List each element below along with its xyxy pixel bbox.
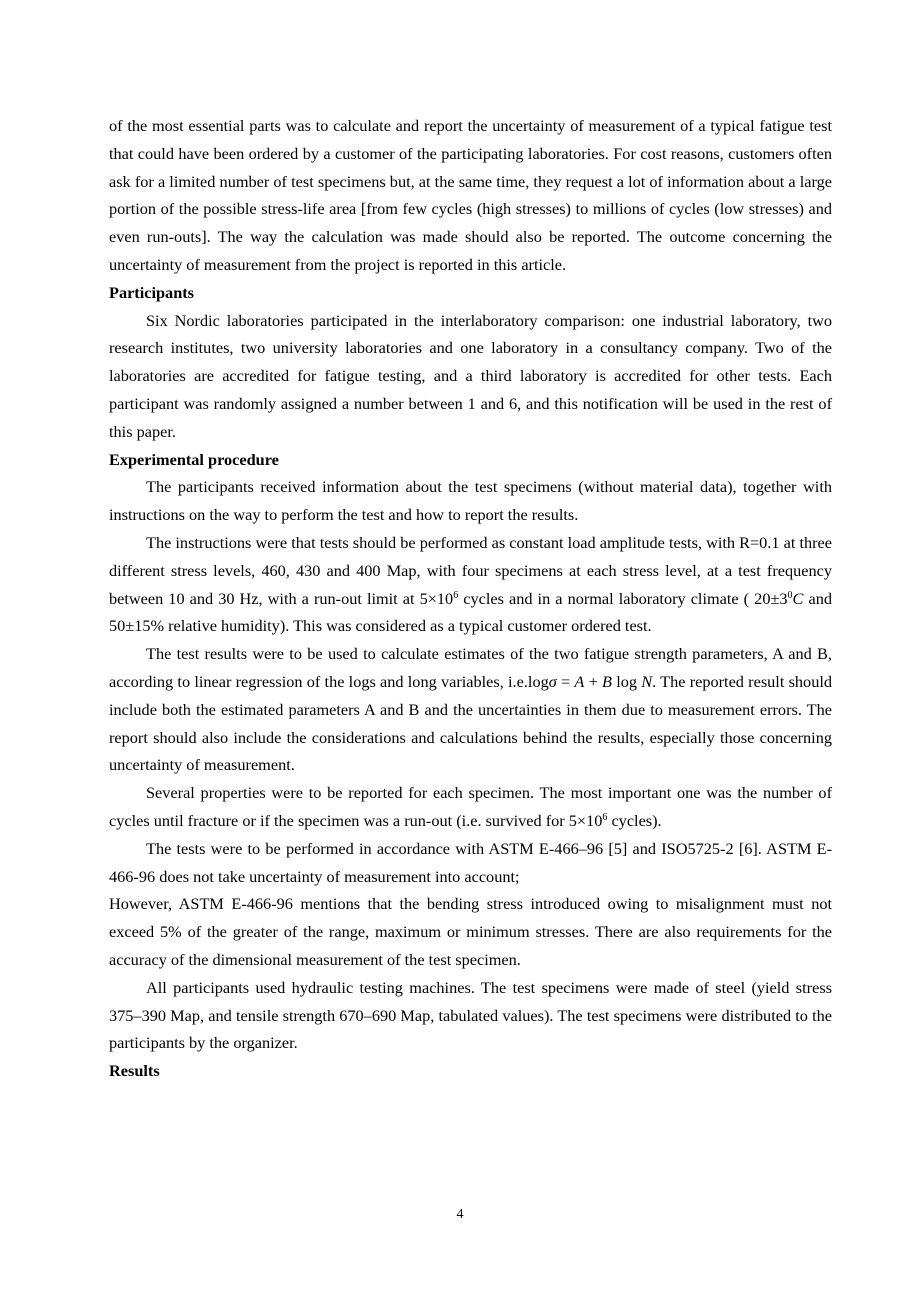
procedure-paragraph-7: All participants used hydraulic testing machines. The test specimens were made of steel (yield stress 375–390 Map, and tensile strength 670–690 Map, tabulated values). The test specimens were distributed to the participants by the organizer. <box>109 977 832 1053</box>
math-exponent: 0 <box>787 589 793 601</box>
temperature-math <box>749 589 808 608</box>
math-value: 50±15% <box>109 616 165 636</box>
procedure-paragraph-6: However, ASTM E-466-96 mentions that the bending stress introduced owing to misalignment must not exceed 5% of the greater of the range, maximum or minimum stresses. There are also requirements for the accuracy of the dimensional measurement of the test specimen. <box>109 894 832 969</box>
procedure-paragraph-2 <box>109 529 832 640</box>
humidity-math <box>109 616 168 635</box>
math-base: 5×10 <box>419 588 454 608</box>
results-heading: Results <box>109 1061 160 1081</box>
page-body <box>109 112 832 1085</box>
eq-plus: + <box>584 671 603 691</box>
text-run: The test results were to be used to calculate estimates of the two fatigue strength parameters, A and B, according to linear regression of the logs and long variables, i.e. <box>109 644 832 691</box>
eq-a: A <box>574 671 585 691</box>
procedure-paragraph-1: The participants received information about the test specimens (without material data), together with instructions on the way to perform the test and how to report the results. <box>109 477 832 525</box>
page-number: 4 <box>456 1207 464 1222</box>
eq-sigma: σ <box>548 671 557 691</box>
text-run: The instructions were that tests should be performed as constant load amplitude tests, with R=0.1 at three different stress levels, 460, 430 and 400 Map, with four specimens at each stress level, at a test frequency between 10 and 30 Hz, with a run-out limit at <box>109 532 832 608</box>
procedure-heading: Experimental procedure <box>109 449 279 469</box>
math-base: 5×10 <box>568 810 603 830</box>
procedure-paragraph-5: The tests were to be performed in accordance with ASTM E-466–96 [5] and ISO5725-2 [6]. ASTM E-466-96 does not take uncertainty of measurement into account; <box>109 838 832 886</box>
eq-equals: = <box>556 671 575 691</box>
intro-paragraph: of the most essential parts was to calculate and report the uncertainty of measurement of a typical fatigue test that could have been ordered by a customer of the participating laboratories. For cost reasons, customers often ask for a limited number of test specimens but, at the same time, they request a lot of information about a large portion of the possible stress-life area [from few cycles (high stresses) to millions of cycles (low stresses) and even run-outs]. The way the calculation was made should also be reported. The outcome concerning the uncertainty of measurement from the project is reported in this article. <box>109 116 832 274</box>
runout-limit-math <box>420 589 464 608</box>
procedure-paragraph-3 <box>109 640 832 779</box>
regression-equation <box>528 672 652 691</box>
eq-b: B <box>602 671 612 691</box>
text-run: . The reported result should include both the estimated parameters A and B and the uncertainties in them due to measurement errors. The report should also include the considerations and calculations behind the results, especially those concerning uncertainty of measurement. <box>109 671 832 775</box>
eq-n: N <box>641 671 653 691</box>
math-unit: C <box>792 588 804 608</box>
text-run: Several properties were to be reported for each specimen. The most important one was the number of cycles until fracture or if the specimen was a run-out (i.e. survived for <box>109 783 832 830</box>
procedure-paragraph-4 <box>109 779 832 835</box>
math-base: 20±3 <box>754 588 788 608</box>
cycles-math <box>569 811 608 830</box>
text-run: and <box>808 588 832 608</box>
math-exponent: 6 <box>602 811 608 823</box>
participants-heading: Participants <box>109 282 195 302</box>
text-run: cycles). <box>607 810 662 830</box>
math-exponent: 6 <box>453 589 459 601</box>
text-run: relative humidity). This was considered as a typical customer ordered test. <box>168 616 652 636</box>
eq-log: log <box>527 671 549 691</box>
participants-paragraph: Six Nordic laboratories participated in the interlaboratory comparison: one industrial laboratory, two research institutes, two university laboratories and one laboratory in a consultancy company. Two of the laboratories are accredited for fatigue testing, and a third laboratory is accredited for other tests. Each participant was randomly assigned a number between 1 and 6, and this notification will be used in the rest of this paper. <box>109 310 832 441</box>
eq-log: log <box>611 671 642 691</box>
text-run: cycles and in a normal laboratory climate ( <box>463 588 750 608</box>
